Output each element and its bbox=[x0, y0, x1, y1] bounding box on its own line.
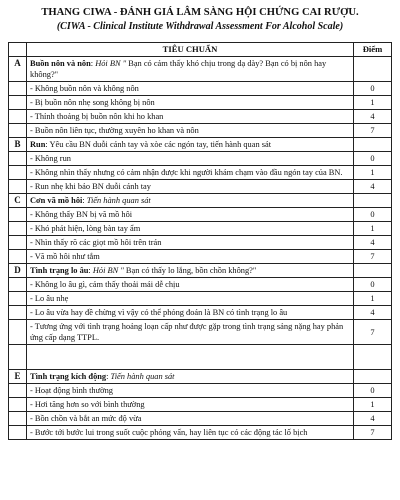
document-title: THANG CIWA - ĐÁNH GIÁ LÂM SÀNG HỘI CHỨNG CAI RƯỢU. bbox=[41, 7, 359, 18]
criterion-score: 0 bbox=[354, 152, 392, 166]
table-row bbox=[9, 124, 392, 138]
criterion-text: - Không nhìn thấy nhưng có cảm nhận được khi người khám chạm vào đầu ngón tay của BN. bbox=[27, 166, 354, 180]
table-row bbox=[9, 292, 392, 306]
table-row bbox=[9, 236, 392, 250]
table-row bbox=[9, 250, 392, 264]
criterion-text: - Bước tới bước lui trong suốt cuộc phỏng vấn, hay liên tục có các động tác lố bịch bbox=[27, 426, 354, 440]
table-row bbox=[9, 82, 392, 96]
row-letter-cell bbox=[9, 412, 27, 426]
criterion-text: - Run nhẹ khi bảo BN duỗi cánh tay bbox=[27, 180, 354, 194]
row-letter-cell bbox=[9, 398, 27, 412]
header-score: Điểm bbox=[354, 43, 392, 57]
criterion-score: 0 bbox=[354, 82, 392, 96]
section-score-cell bbox=[354, 370, 392, 384]
criterion-score: 4 bbox=[354, 412, 392, 426]
row-letter-cell bbox=[9, 208, 27, 222]
section-title-cell bbox=[27, 194, 354, 208]
section-prompt: Hỏi BN " bbox=[95, 59, 127, 68]
section-title-cell bbox=[27, 264, 354, 278]
document-subtitle: (CIWA - Clinical Institute Withdrawal Assessment For Alcohol Scale) bbox=[56, 21, 344, 32]
row-letter-cell bbox=[9, 236, 27, 250]
section-name: Run bbox=[30, 140, 46, 149]
criterion-text: - Bị buồn nôn nhẹ song không bị nôn bbox=[27, 96, 354, 110]
criterion-text: - Khó phát hiện, lòng bàn tay ẩm bbox=[27, 222, 354, 236]
criterion-text: - Lo âu nhẹ bbox=[27, 292, 354, 306]
section-letter: A bbox=[9, 57, 27, 82]
criterion-score: 1 bbox=[354, 96, 392, 110]
spacer-row bbox=[9, 345, 392, 370]
table-row bbox=[9, 278, 392, 292]
criterion-score: 1 bbox=[354, 222, 392, 236]
section-title-cell bbox=[27, 138, 354, 152]
criterion-text: - Vã mồ hôi như tắm bbox=[27, 250, 354, 264]
ciwa-table bbox=[8, 42, 392, 440]
spacer-cell bbox=[354, 345, 392, 370]
section-name: Tình trạng kích động bbox=[30, 372, 107, 381]
criterion-score: 1 bbox=[354, 166, 392, 180]
table-row bbox=[9, 180, 392, 194]
section-question: Yêu cầu BN duỗi cánh tay và xòe các ngón tay, tiến hành quan sát bbox=[49, 140, 272, 149]
table-row bbox=[9, 222, 392, 236]
section-prompt: Tiến hành quan sát bbox=[110, 372, 175, 381]
section-header-row bbox=[9, 194, 392, 208]
section-separator: : bbox=[106, 372, 111, 381]
section-separator: : bbox=[82, 196, 87, 205]
section-name: Cơn vã mồ hôi bbox=[30, 196, 83, 205]
criterion-text: - Thỉnh thoảng bị buồn nôn khi ho khan bbox=[27, 110, 354, 124]
spacer-cell bbox=[27, 345, 354, 370]
row-letter-cell bbox=[9, 426, 27, 440]
criterion-score: 7 bbox=[354, 426, 392, 440]
row-letter-cell bbox=[9, 384, 27, 398]
section-title-cell bbox=[27, 57, 354, 82]
table-body bbox=[9, 57, 392, 440]
section-score-cell bbox=[354, 57, 392, 82]
table-row bbox=[9, 110, 392, 124]
table-row bbox=[9, 208, 392, 222]
table-row bbox=[9, 152, 392, 166]
criterion-text: - Không buồn nôn và không nôn bbox=[27, 82, 354, 96]
table-row bbox=[9, 412, 392, 426]
table-row bbox=[9, 166, 392, 180]
row-letter-cell bbox=[9, 110, 27, 124]
criterion-text: - Không lo âu gì, cảm thấy thoải mái dễ chịu bbox=[27, 278, 354, 292]
section-prompt: Hỏi BN " bbox=[92, 266, 124, 275]
header-letter-cell bbox=[9, 43, 27, 57]
section-header-row bbox=[9, 264, 392, 278]
row-letter-cell bbox=[9, 152, 27, 166]
section-letter: E bbox=[9, 370, 27, 384]
table-row bbox=[9, 306, 392, 320]
criterion-text: - Hoạt động bình thường bbox=[27, 384, 354, 398]
criterion-score: 4 bbox=[354, 110, 392, 124]
criterion-score: 0 bbox=[354, 208, 392, 222]
section-header-row bbox=[9, 138, 392, 152]
criterion-text: - Không run bbox=[27, 152, 354, 166]
section-separator: : bbox=[90, 59, 96, 68]
row-letter-cell bbox=[9, 124, 27, 138]
table-row bbox=[9, 320, 392, 345]
criterion-text: - Tương ứng với tình trạng hoảng loạn cấp như được gặp trong tình trạng sảng nặng hay phản ứng cấp dạng TTPL. bbox=[27, 320, 354, 345]
table-row bbox=[9, 96, 392, 110]
criterion-score: 0 bbox=[354, 384, 392, 398]
row-letter-cell bbox=[9, 306, 27, 320]
criterion-score: 1 bbox=[354, 292, 392, 306]
section-letter: D bbox=[9, 264, 27, 278]
criterion-text: - Không thấy BN bị vã mồ hôi bbox=[27, 208, 354, 222]
criterion-score: 4 bbox=[354, 180, 392, 194]
row-letter-cell bbox=[9, 292, 27, 306]
section-separator: : bbox=[45, 140, 50, 149]
criterion-score: 7 bbox=[354, 250, 392, 264]
section-score-cell bbox=[354, 138, 392, 152]
header-criteria: TIÊU CHUẨN bbox=[27, 43, 354, 57]
row-letter-cell bbox=[9, 166, 27, 180]
section-name: Buồn nôn và nôn bbox=[30, 59, 91, 68]
section-prompt: Tiến hành quan sát bbox=[86, 196, 151, 205]
section-name: Tình trạng lo âu bbox=[30, 266, 89, 275]
row-letter-cell bbox=[9, 222, 27, 236]
row-letter-cell bbox=[9, 96, 27, 110]
section-score-cell bbox=[354, 264, 392, 278]
criterion-score: 4 bbox=[354, 236, 392, 250]
criterion-text: - Hơi tăng hơn so với bình thường bbox=[27, 398, 354, 412]
section-header-row bbox=[9, 370, 392, 384]
row-letter-cell bbox=[9, 82, 27, 96]
section-question: Bạn có cảm thấy khó chịu trong dạ dày? Bạn có bị nôn hay không?" bbox=[30, 59, 327, 79]
spacer-cell bbox=[9, 345, 27, 370]
row-letter-cell bbox=[9, 320, 27, 345]
criterion-score: 4 bbox=[354, 306, 392, 320]
row-letter-cell bbox=[9, 250, 27, 264]
row-letter-cell bbox=[9, 180, 27, 194]
section-letter: C bbox=[9, 194, 27, 208]
table-row bbox=[9, 398, 392, 412]
section-score-cell bbox=[354, 194, 392, 208]
table-header-row bbox=[9, 43, 392, 57]
table-row bbox=[9, 426, 392, 440]
row-letter-cell bbox=[9, 278, 27, 292]
criterion-score: 1 bbox=[354, 398, 392, 412]
criterion-score: 0 bbox=[354, 278, 392, 292]
criterion-text: - Bồn chồn và bắt an mức độ vừa bbox=[27, 412, 354, 426]
section-letter: B bbox=[9, 138, 27, 152]
section-question: Bạn có thấy lo lắng, bồn chồn không?" bbox=[123, 266, 257, 275]
section-separator: : bbox=[88, 266, 93, 275]
criterion-text: - Nhìn thấy rõ các giọt mồ hôi trên trán bbox=[27, 236, 354, 250]
section-title-cell bbox=[27, 370, 354, 384]
criterion-text: - Buồn nôn liên tục, thường xuyên ho khan và nôn bbox=[27, 124, 354, 138]
section-header-row bbox=[9, 57, 392, 82]
criterion-score: 7 bbox=[354, 320, 392, 345]
criterion-score: 7 bbox=[354, 124, 392, 138]
criterion-text: - Lo âu vừa hay đề chừng vì vậy có thể phỏng đoán là BN có tình trạng lo âu bbox=[27, 306, 354, 320]
table-row bbox=[9, 384, 392, 398]
